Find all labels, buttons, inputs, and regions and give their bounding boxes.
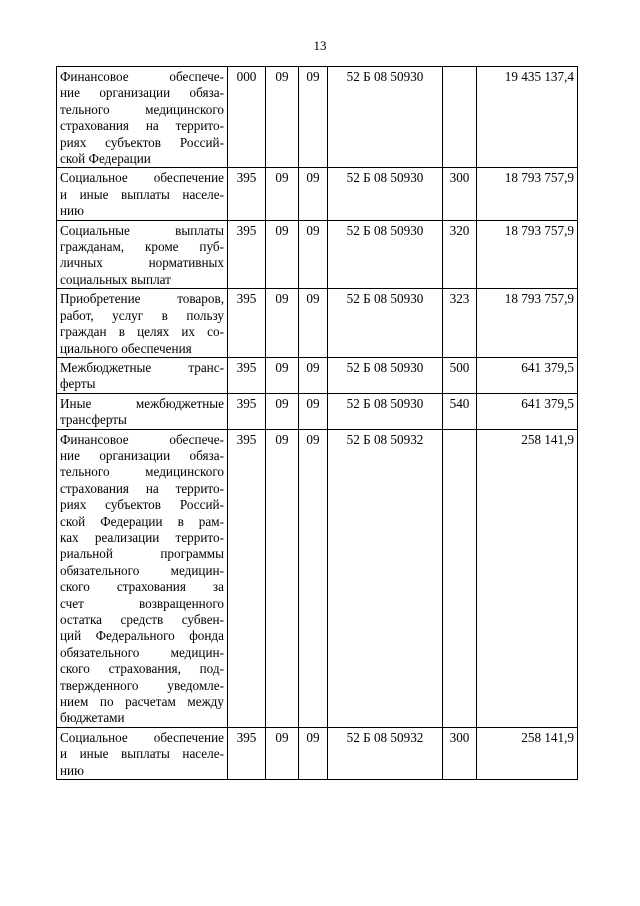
row-name-cell (57, 357, 228, 393)
budget-table-body (57, 67, 578, 780)
ministry-code-cell: 395 (228, 429, 266, 727)
expense-type-cell: 320 (443, 220, 477, 289)
row-name-line: Финансовое обеспече- (60, 69, 224, 84)
table-row (57, 220, 578, 289)
target-article-cell: 52 Б 08 50930 (328, 289, 443, 358)
page-number: 13 (313, 38, 327, 53)
expense-type-cell: 540 (443, 393, 477, 429)
subsection-code-cell: 09 (299, 168, 328, 220)
amount-cell: 258 141,9 (477, 429, 578, 727)
row-name-line: и иные выплаты населе- (60, 746, 224, 762)
row-name-line: ферты (60, 376, 96, 392)
row-name-line: твержденного уведомле- (60, 677, 224, 693)
table-row (57, 393, 578, 429)
row-name-line: циального обеспечения (60, 340, 192, 356)
ministry-code-cell: 395 (228, 357, 266, 393)
row-name-line: счет возвращенного (60, 595, 224, 611)
row-name-line: бюджетами (60, 710, 125, 726)
target-article-cell: 52 Б 08 50930 (328, 393, 443, 429)
row-name-line: нием по расчетам между (60, 694, 224, 710)
amount-cell: 18 793 757,9 (477, 289, 578, 358)
section-code-cell: 09 (266, 289, 299, 358)
row-name-line: риальной программы (60, 546, 224, 562)
subsection-code-cell: 09 (299, 393, 328, 429)
row-name-line: Приобретение товаров, (60, 291, 224, 307)
row-name-line: Социальное обеспечение (60, 170, 224, 186)
row-name-cell (57, 429, 228, 727)
table-row (57, 727, 578, 779)
ministry-code-cell: 395 (228, 393, 266, 429)
row-name-line: ской Федерации в рам- (60, 513, 224, 529)
expense-type-cell: 323 (443, 289, 477, 358)
section-code-cell: 09 (266, 168, 299, 220)
row-name-cell (57, 289, 228, 358)
row-name-cell (57, 393, 228, 429)
row-name-line: личных нормативных (60, 255, 224, 271)
row-name-line: ского страхования, под- (60, 661, 224, 677)
expense-type-cell (443, 67, 477, 168)
expense-type-cell: 300 (443, 168, 477, 220)
amount-cell: 18 793 757,9 (477, 220, 578, 289)
subsection-code-cell: 09 (299, 67, 328, 168)
row-name-line: ках реализации террито- (60, 529, 224, 545)
expense-type-cell: 300 (443, 727, 477, 779)
row-name-line: риях субъектов Россий- (60, 134, 224, 150)
section-code-cell: 09 (266, 429, 299, 727)
budget-table (56, 66, 578, 780)
ministry-code-cell: 395 (228, 289, 266, 358)
row-name-line: Социальное обеспечение (60, 729, 224, 745)
row-name-line: трансферты (60, 412, 127, 428)
row-name-line: риях субъектов Россий- (60, 497, 224, 513)
row-name-cell (57, 168, 228, 220)
section-code-cell: 09 (266, 393, 299, 429)
row-name-cell (57, 220, 228, 289)
row-name-line: остатка средств субвен- (60, 612, 224, 627)
table-row (57, 357, 578, 393)
row-name-line: Межбюджетные транс- (60, 359, 224, 375)
subsection-code-cell: 09 (299, 727, 328, 779)
table-row (57, 289, 578, 358)
row-name-line: тельного медицинского (60, 464, 224, 480)
table-row (57, 168, 578, 220)
row-name-line: ние организации обяза- (60, 85, 224, 101)
subsection-code-cell: 09 (299, 357, 328, 393)
table-row (57, 67, 578, 168)
section-code-cell: 09 (266, 67, 299, 168)
row-name-line: нию (60, 762, 84, 778)
row-name-line: социальных выплат (60, 271, 171, 287)
target-article-cell: 52 Б 08 50930 (328, 220, 443, 289)
expense-type-cell: 500 (443, 357, 477, 393)
amount-cell: 641 379,5 (477, 393, 578, 429)
row-name-line: ние организации обяза- (60, 447, 224, 463)
row-name-line: граждан в целях их со- (60, 324, 224, 340)
section-code-cell: 09 (266, 357, 299, 393)
target-article-cell: 52 Б 08 50930 (328, 67, 443, 168)
ministry-code-cell: 395 (228, 727, 266, 779)
ministry-code-cell: 395 (228, 220, 266, 289)
subsection-code-cell: 09 (299, 429, 328, 727)
row-name-line: и иные выплаты населе- (60, 186, 224, 202)
target-article-cell: 52 Б 08 50932 (328, 727, 443, 779)
row-name-line: обязательного медицин- (60, 562, 224, 578)
subsection-code-cell: 09 (299, 220, 328, 289)
amount-cell: 18 793 757,9 (477, 168, 578, 220)
row-name-line: Социальные выплаты (60, 222, 224, 238)
row-name-line: гражданам, кроме пуб- (60, 239, 224, 255)
table-row (57, 429, 578, 727)
target-article-cell: 52 Б 08 50930 (328, 357, 443, 393)
ministry-code-cell: 000 (228, 67, 266, 168)
row-name-line: нию (60, 203, 84, 219)
amount-cell: 19 435 137,4 (477, 67, 578, 168)
row-name-cell (57, 727, 228, 779)
amount-cell: 258 141,9 (477, 727, 578, 779)
target-article-cell: 52 Б 08 50932 (328, 429, 443, 727)
row-name-line: страхования на террито- (60, 480, 224, 496)
row-name-line: ций Федерального фонда (60, 628, 224, 644)
target-article-cell: 52 Б 08 50930 (328, 168, 443, 220)
subsection-code-cell: 09 (299, 289, 328, 358)
ministry-code-cell: 395 (228, 168, 266, 220)
row-name-line: Иные межбюджетные (60, 395, 224, 411)
section-code-cell: 09 (266, 220, 299, 289)
row-name-line: страхования на террито- (60, 118, 224, 134)
row-name-line: Финансовое обеспече- (60, 431, 224, 447)
amount-cell: 641 379,5 (477, 357, 578, 393)
row-name-line: ского страхования за (60, 579, 224, 595)
row-name-line: обязательного медицин- (60, 644, 224, 660)
row-name-line: работ, услуг в пользу (60, 307, 224, 323)
row-name-cell (57, 67, 228, 168)
section-code-cell: 09 (266, 727, 299, 779)
row-name-line: ской Федерации (60, 151, 151, 167)
expense-type-cell (443, 429, 477, 727)
row-name-line: тельного медицинского (60, 101, 224, 117)
